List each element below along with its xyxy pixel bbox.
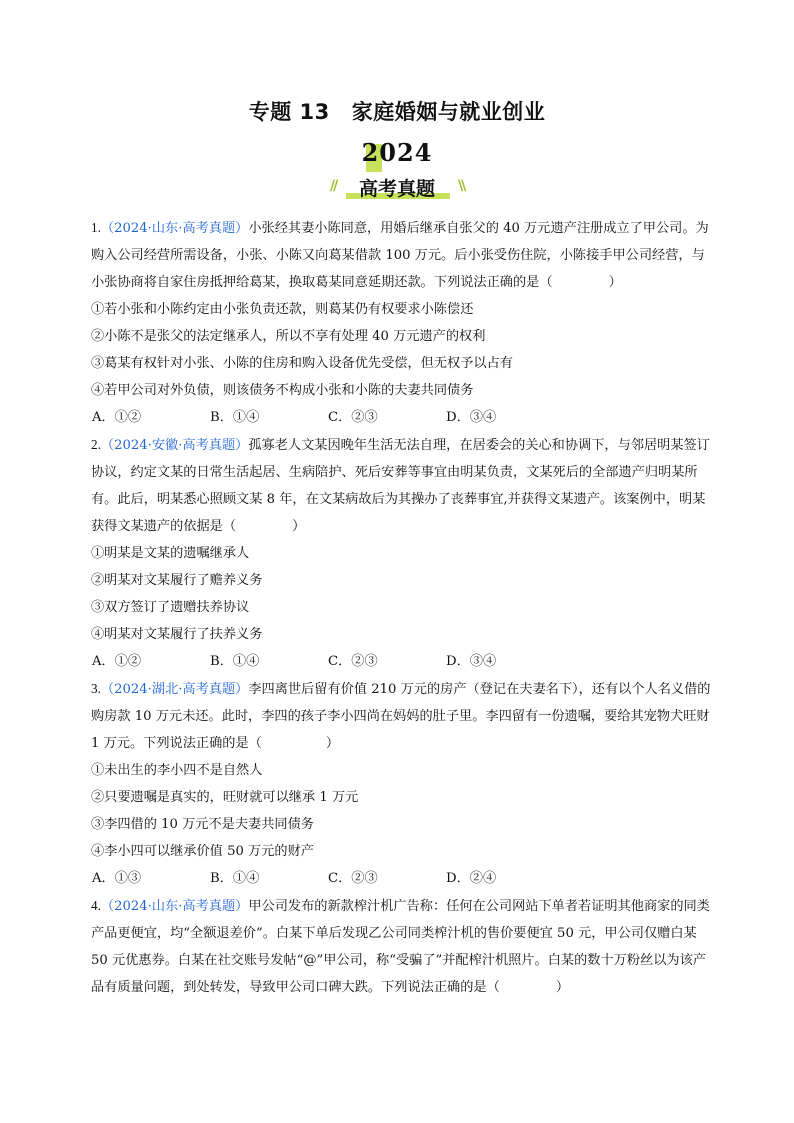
question-source: （2024·山东·高考真题）	[100, 221, 249, 236]
question-list	[91, 214, 711, 1001]
choice-c: C．②③	[328, 654, 378, 669]
option-4: ④明某对文某履行了扶养义务	[91, 627, 263, 642]
question-2	[91, 431, 711, 675]
option-4: ④李小四可以继承价值 50 万元的财产	[91, 844, 314, 859]
question-number: 4.	[91, 898, 101, 913]
option-1: ①未出生的李小四不是自然人	[91, 763, 263, 778]
choice-a: A．①②	[92, 654, 142, 669]
option-4: ④若甲公司对外负债，则该债务不构成小张和小陈的夫妻共同债务	[91, 383, 474, 398]
question-number: 1.	[91, 220, 101, 235]
choice-b: B．①④	[210, 410, 260, 425]
choice-d: D．②④	[446, 871, 497, 886]
question-stem-end: ）	[555, 980, 569, 995]
year-heading: 2024	[361, 138, 433, 167]
banner-slash-left-icon: //	[330, 178, 337, 194]
title-topic-number: 专题 13	[248, 100, 330, 124]
choice-d: D．③④	[446, 654, 497, 669]
banner-text: 高考真题	[358, 178, 435, 200]
choice-b: B．①④	[210, 654, 260, 669]
question-stem-end: ）	[325, 736, 340, 751]
section-banner	[0, 174, 794, 200]
question-4	[91, 892, 711, 1001]
choice-a: A．①②	[92, 410, 142, 425]
question-source: （2024·安徽·高考真题）	[100, 438, 249, 453]
option-3: ③葛某有权针对小张、小陈的住房和购入设备优先受偿，但无权予以占有	[91, 356, 513, 371]
question-stem-end: ）	[608, 275, 622, 290]
option-1: ①明某是文某的遗嘱继承人	[91, 546, 250, 561]
choice-a: A．①③	[92, 871, 142, 886]
question-stem: 李四离世后留有价值 210 万元的房产（登记在夫妻名下），还有以个人名义借的购房款 10 万元未还。此时，李四的孩子李小四尚在妈妈的肚子里。李四留有一份遗嘱，要给其宠物犬旺财 1 万元。下列说法正确的是（	[91, 682, 711, 751]
question-stem-end: ）	[292, 519, 306, 534]
answer-choices	[91, 404, 711, 431]
question-number: 3.	[91, 681, 101, 696]
question-1	[91, 214, 711, 431]
option-3: ③李四借的 10 万元不是夫妻共同债务	[91, 817, 314, 832]
question-stem: 孤寡老人文某因晚年生活无法自理，在居委会的关心和协调下，与邻居明某签订协议，约定文某的日常生活起居、生病陪护、死后安葬等事宜由明某负责，文某死后的全部遗产归明某所有。此后，明某悉心照顾文某 8 年，在文某病故后为其操办了丧葬事宜,并获得文某遗产。该案例中，明某获得文某遗产的依据是（	[91, 438, 710, 534]
option-2: ②明某对文某履行了赡养义务	[91, 573, 263, 588]
title-topic-name: 家庭婚姻与就业创业	[351, 100, 546, 124]
page-title	[0, 96, 794, 126]
question-number: 2.	[91, 437, 101, 452]
answer-choices	[91, 865, 711, 892]
question-source: （2024·湖北·高考真题）	[100, 682, 249, 697]
option-2: ②小陈不是张父的法定继承人，所以不享有处理 40 万元遗产的权利	[91, 329, 486, 344]
option-2: ②只要遗嘱是真实的，旺财就可以继承 1 万元	[91, 790, 359, 805]
question-source: （2024·山东·高考真题）	[100, 899, 249, 914]
question-stem: 小张经其妻小陈同意，用婚后继承自张父的 40 万元遗产注册成立了甲公司。为购入公司经营所需设备，小张、小陈又向葛某借款 100 万元。后小张受伤住院，小陈接手甲公司经营，与小张协商将自家住房抵押给葛某，换取葛某同意延期还款。下列说法正确的是（	[91, 221, 709, 290]
choice-c: C．②③	[328, 410, 378, 425]
choice-b: B．①④	[210, 871, 260, 886]
answer-choices	[91, 648, 711, 675]
option-3: ③双方签订了遗赠扶养协议	[91, 600, 250, 615]
question-stem: 甲公司发布的新款榨汁机广告称：任何在公司网站下单者若证明其他商家的同类产品更便宜，均“全额退差价”。白某下单后发现乙公司同类榨汁机的售价要便宜 50 元，甲公司仅赠白某 50 元优惠券。白某在社交账号发帖“@”甲公司，称“受骗了”并配榨汁机照片。白某的数十万粉丝以为该产品有质量问题，到处转发，导致甲公司口碑大跌。下列说法正确的是（	[91, 899, 710, 995]
choice-c: C．②③	[328, 871, 378, 886]
option-1: ①若小张和小陈约定由小张负责还款，则葛某仍有权要求小陈偿还	[91, 302, 474, 317]
choice-d: D．③④	[446, 410, 497, 425]
question-3	[91, 675, 711, 892]
banner-slash-right-icon: \\	[458, 178, 465, 194]
